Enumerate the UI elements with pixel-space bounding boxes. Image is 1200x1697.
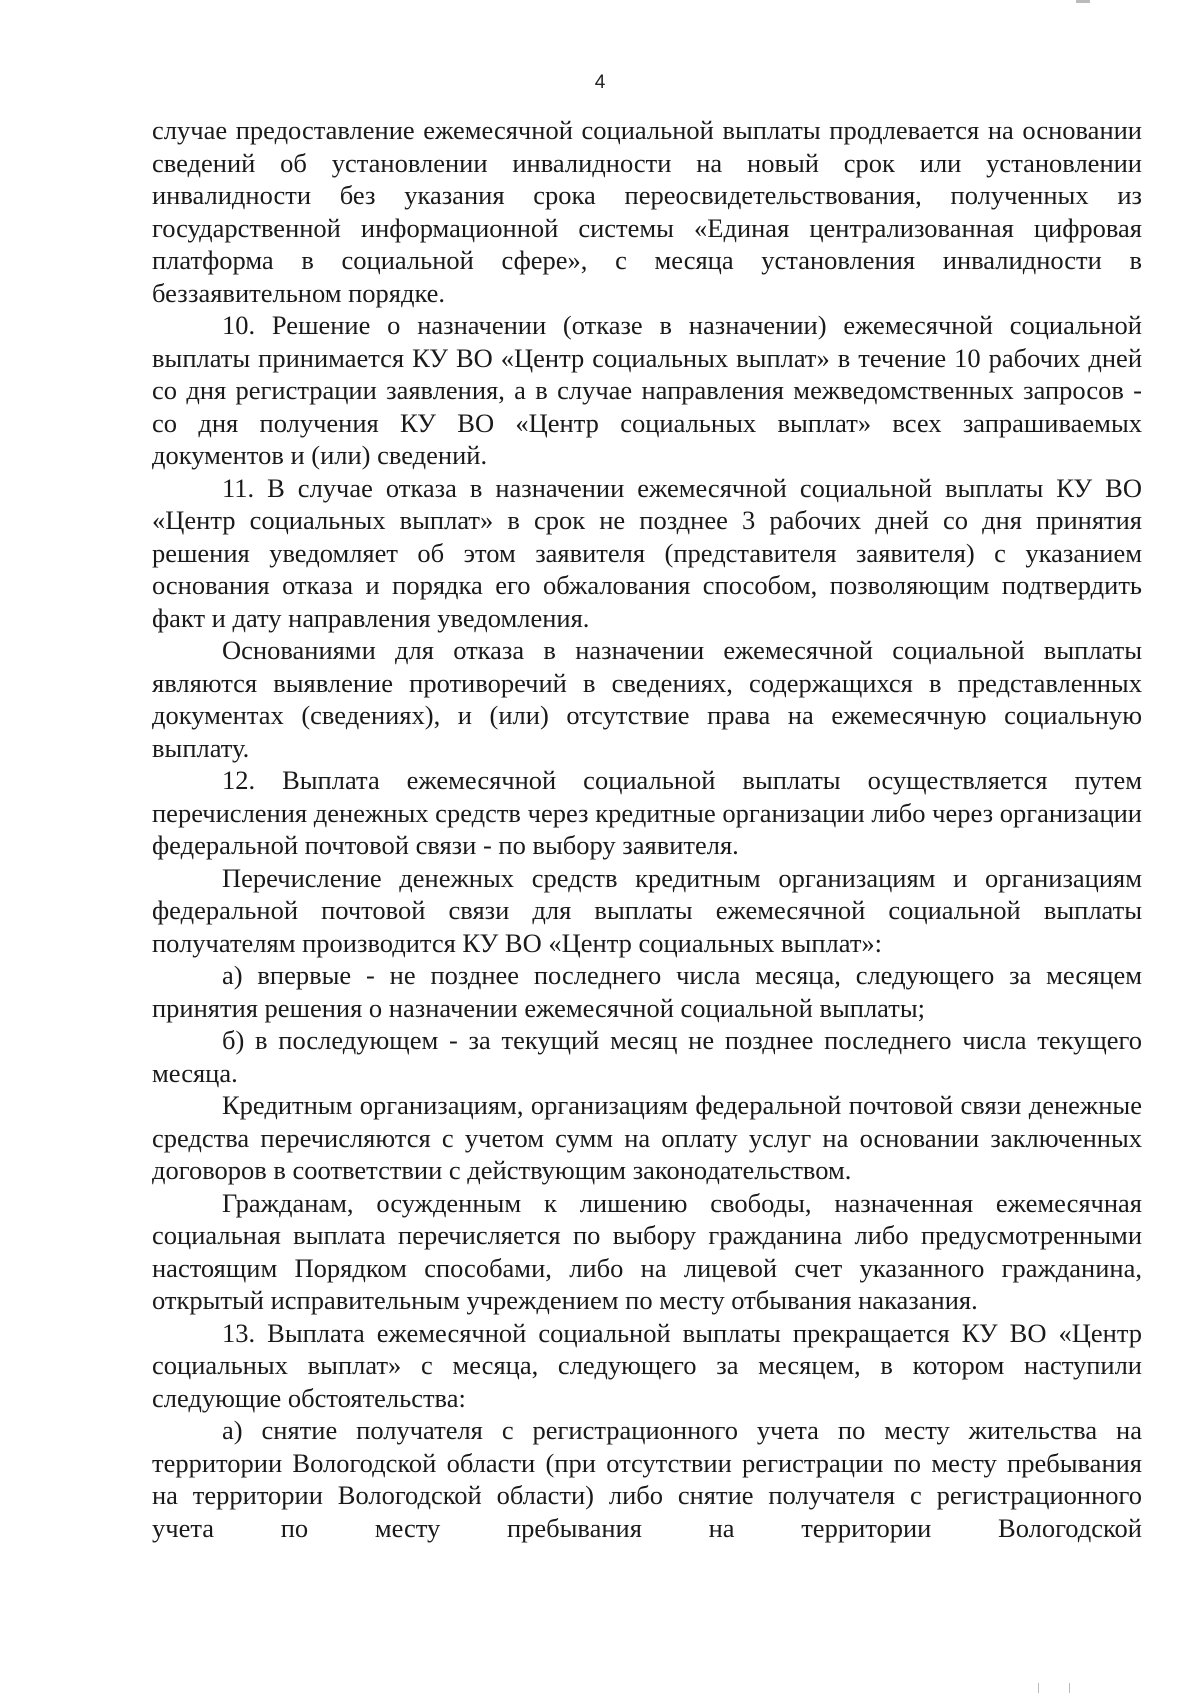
- paragraph-continuation: случае предоставление ежемесячной социальной выплаты продлевается на основании сведений об установлении инвалидности на новый срок или установлении инвалидности без указания срока переосвидетельствования, полученных из государственной информационной системы «Единая централизованная цифровая платформа в социальной сфере», с месяца установления инвалидности в беззаявительном порядке.: [152, 115, 1142, 308]
- list-item-13a: а) снятие получателя с регистрационного учета по месту жительства на территории Вологодской области (при отсутствии регистрации по месту пребывания на территории Вологодской области) либо снятие получателя с регистрационного учета по месту пребывания на территории Вологодской: [152, 1415, 1142, 1543]
- paragraph-10: 10. Решение о назначении (отказе в назначении) ежемесячной социальной выплаты принимается КУ ВО «Центр социальных выплат» в течение 10 рабочих дней со дня регистрации заявления, а в случае направления межведомственных запросов - со дня получения КУ ВО «Центр социальных выплат» всех запрашиваемых документов и (или) сведений.: [152, 310, 1142, 470]
- scan-mark-bottom: [1038, 1683, 1070, 1693]
- paragraph-credit-orgs: Кредитным организациям, организациям федеральной почтовой связи денежные средства перечисляются с учетом сумм на оплату услуг на основании заключенных договоров в соответствии с действующим законодательством.: [152, 1090, 1142, 1185]
- paragraph-convicted: Гражданам, осужденным к лишению свободы, назначенная ежемесячная социальная выплата перечисляется по выбору гражданина либо предусмотренными настоящим Порядком способами, либо на лицевой счет указанного гражданина, открытый исправительным учреждением по месту отбывания наказания.: [152, 1187, 1142, 1315]
- paragraph-13: 13. Выплата ежемесячной социальной выплаты прекращается КУ ВО «Центр социальных выплат» с месяца, следующего за месяцем, в котором наступили следующие обстоятельства:: [152, 1317, 1142, 1413]
- scan-mark: [1076, 0, 1090, 3]
- list-item-a: а) впервые - не позднее последнего числа месяца, следующего за месяцем принятия решения о назначении ежемесячной социальной выплаты;: [152, 960, 1142, 1023]
- paragraph-transfer: Перечисление денежных средств кредитным организациям и организациям федеральной почтовой связи для выплаты ежемесячной социальной выплаты получателям производится КУ ВО «Центр социальных выплат»:: [152, 862, 1142, 958]
- paragraph-12: 12. Выплата ежемесячной социальной выплаты осуществляется путем перечисления денежных средств через кредитные организации либо через организации федеральной почтовой связи - по выбору заявителя.: [152, 765, 1142, 860]
- paragraph-11: 11. В случае отказа в назначении ежемесячной социальной выплаты КУ ВО «Центр социальных выплат» в срок не позднее 3 рабочих дней со дня принятия решения уведомляет об этом заявителя (представителя заявителя) с указанием основания отказа и порядка его обжалования способом, позволяющим подтвердить факт и дату направления уведомления.: [152, 472, 1142, 633]
- page-number: 4: [594, 72, 606, 93]
- paragraph-refusal-grounds: Основаниями для отказа в назначении ежемесячной социальной выплаты являются выявление противоречий в сведениях, содержащихся в представленных документах (сведениях), и (или) отсутствие права на ежемесячную социальную выплату.: [152, 635, 1142, 763]
- list-item-b: б) в последующем - за текущий месяц не позднее последнего числа текущего месяца.: [152, 1025, 1142, 1088]
- document-body: [152, 114, 1142, 1544]
